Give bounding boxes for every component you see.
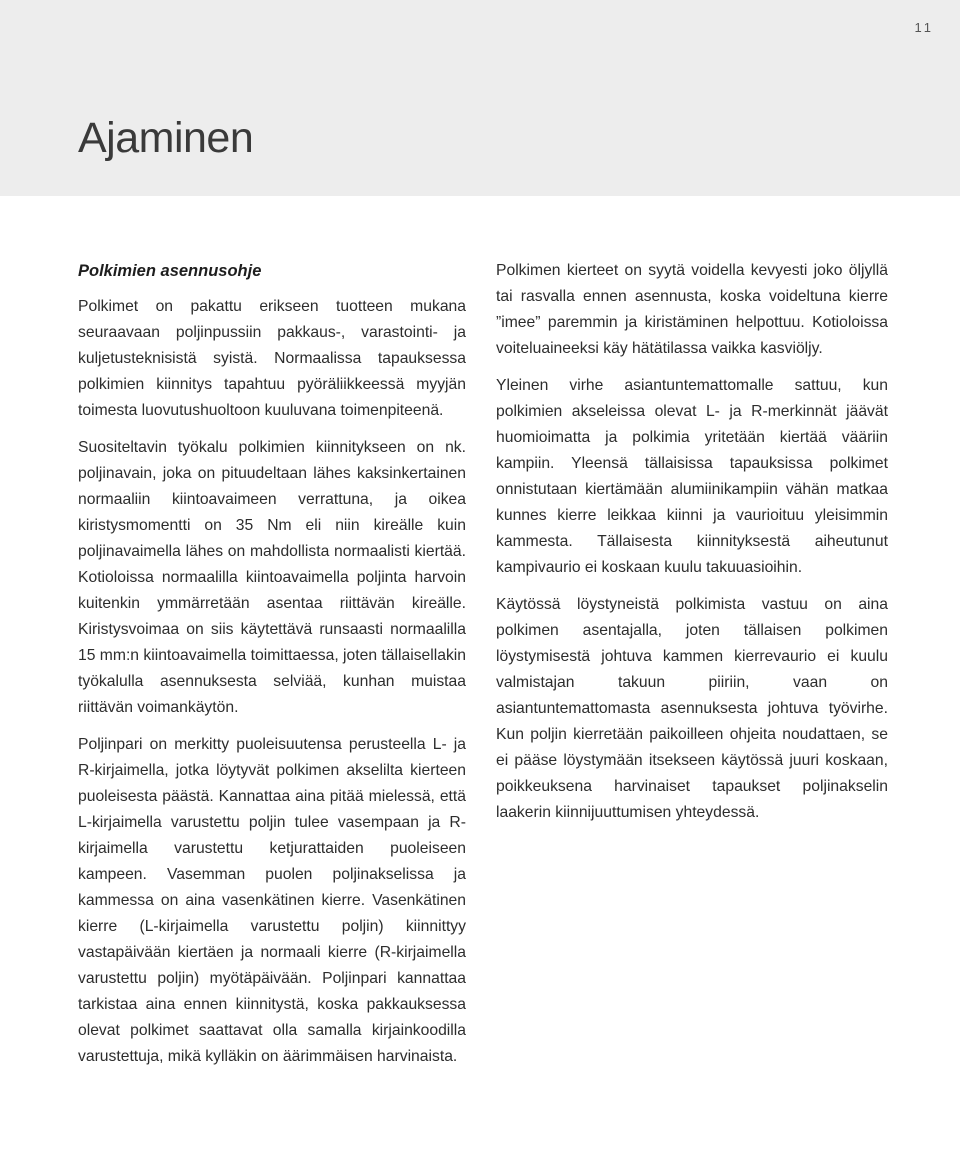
paragraph: Yleinen virhe asiantuntemattomalle sattuu, kun polkimien akseleissa olevat L- ja R-merkinnät jäävät huomioimatta ja polkimia yritetään kiertää vääriin kampiin. Yleensä tällaisissa tapauksissa polkimet onnistutaan kiertämään alumiinikampiin vähän matkaa kunnes kierre leikkaa kiinni ja vaurioituu yleisimmin kammesta. Tällaisesta kiinnityksestä aiheutunut kampivaurio ei koskaan kuulu takuuasioihin. (496, 377, 888, 576)
paragraph: Käytössä löystyneistä polkimista vastuu on aina polkimen asentajalla, joten tällaisen polkimen löystymisestä johtuva kammen kierrevaurio ei kuulu valmistajan takuun piiriin, vaan on asiantuntemattomasta asennuksesta johtuva työvirhe. Kun poljin kierretään paikoilleen ohjeita noudattaen, se ei pääse löystymään itsekseen käytössä juuri koskaan, poikkeuksena harvinaiset tapaukset poljinakselin laakerin kiinnijuuttumisen yhteydessä. (496, 596, 888, 821)
paragraph: Suositeltavin työkalu polkimien kiinnitykseen on nk. poljinavain, joka on pituudeltaan lähes kaksinkertainen normaaliin kiintoavaimeen verrattuna, ja oikea kiristysmomentti on 35 Nm eli niin kireälle kuin poljinavaimella lähes on mahdollista normaalisti kiertää. Kotioloissa normaalilla kiintoavaimella poljinta harvoin kuitenkin ymmärretään asentaa riittävän kireälle. Kiristysvoimaa on siis käytettävä runsaasti normaalilla 15 mm:n kiintoavaimella toimittaessa, joten tällaisellakin työkalulla asennuksesta selviää, kunhan muistaa riittävän voimankäytön. (78, 439, 467, 716)
paragraph: Polkimen kierteet on syytä voidella kevyesti joko öljyllä tai rasvalla ennen asennusta, koska voideltuna kierre ”imee” paremmin ja kiristäminen helpottuu. Kotioloissa voiteluaineeksi käy hätätilassa vaikka kasviöljy. (496, 262, 888, 357)
page-title: Ajaminen (78, 114, 254, 162)
left-column (78, 258, 466, 1081)
right-column (496, 258, 888, 837)
header-band (0, 0, 960, 196)
page-number: 11 (914, 20, 934, 35)
paragraph: Polkimet on pakattu erikseen tuotteen mukana seuraavaan poljinpussiin pakkaus-, varastointi- ja kuljetusteknisistä syistä. Normaalissa tapauksessa polkimien kiinnitys tapahtuu pyöräliikkeessä myyjän toimesta luovutushuoltoon kuuluvana toimenpiteenä. (78, 298, 466, 419)
paragraph: Poljinpari on merkitty puoleisuutensa perusteella L- ja R-kirjaimella, jotka löytyvät polkimen akselilta kierteen puoleisesta päästä. Kannattaa aina pitää mielessä, että L-kirjaimella varustettu poljin tulee vasempaan ja R-kirjaimella varustettu ketjurattaiden puoleiseen kampeen. Vasemman puolen poljinakselissa ja kammessa on aina vasenkätinen kierre. Vasenkätinen kierre (L-kirjaimella varustettu poljin) kiinnittyy vastapäivään kiertäen ja normaali kierre (R-kirjaimella varustettu poljin) myötäpäivään. Poljinpari kannattaa tarkistaa aina ennen kiinnitystä, koska pakkauksessa olevat polkimet saattavat olla samalla kirjainkoodilla varustettuja, mikä kylläkin on äärimmäisen harvinaista. (78, 736, 466, 1065)
section-heading: Polkimien asennusohje (78, 262, 262, 280)
